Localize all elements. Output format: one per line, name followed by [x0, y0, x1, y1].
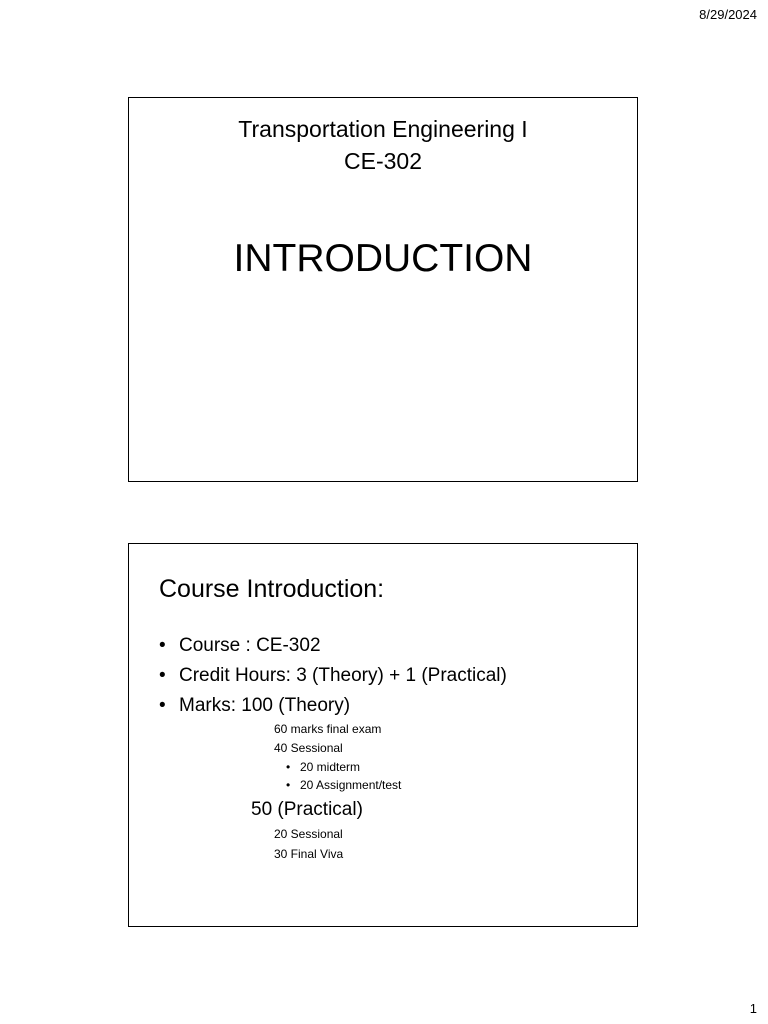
list-item-text: Marks: 100 (Theory) — [179, 695, 351, 716]
practical-item: 30 Final Viva — [274, 847, 344, 861]
slide-title: Course Introduction: — [159, 575, 385, 603]
bullet-icon: • — [286, 778, 291, 792]
course-title: Transportation Engineering I — [238, 116, 528, 142]
sessional-item — [286, 760, 360, 774]
bullet-icon: • — [159, 665, 166, 686]
page-number: 1 — [749, 1001, 757, 1016]
sessional-item — [286, 778, 401, 792]
theory-item: 40 Sessional — [274, 741, 343, 755]
page-date: 8/29/2024 — [699, 7, 757, 22]
practical-item: 20 Sessional — [274, 827, 343, 841]
list-item-marks — [159, 695, 350, 717]
slide-heading: INTRODUCTION — [233, 237, 533, 280]
slide-course-introduction — [128, 543, 638, 927]
slide-title — [128, 97, 638, 482]
list-item-credit-hours — [159, 665, 507, 687]
list-item-text: 20 Assignment/test — [300, 778, 402, 792]
course-code: CE-302 — [344, 148, 422, 174]
list-item-text: Credit Hours: 3 (Theory) + 1 (Practical) — [179, 665, 507, 686]
practical-marks: 50 (Practical) — [251, 799, 363, 820]
bullet-icon: • — [159, 635, 166, 656]
list-item-course — [159, 635, 321, 657]
list-item-text: 20 midterm — [300, 760, 361, 774]
bullet-icon: • — [159, 695, 166, 716]
list-item-text: Course : CE-302 — [179, 635, 321, 656]
theory-item: 60 marks final exam — [274, 722, 382, 736]
bullet-icon: • — [286, 760, 291, 774]
